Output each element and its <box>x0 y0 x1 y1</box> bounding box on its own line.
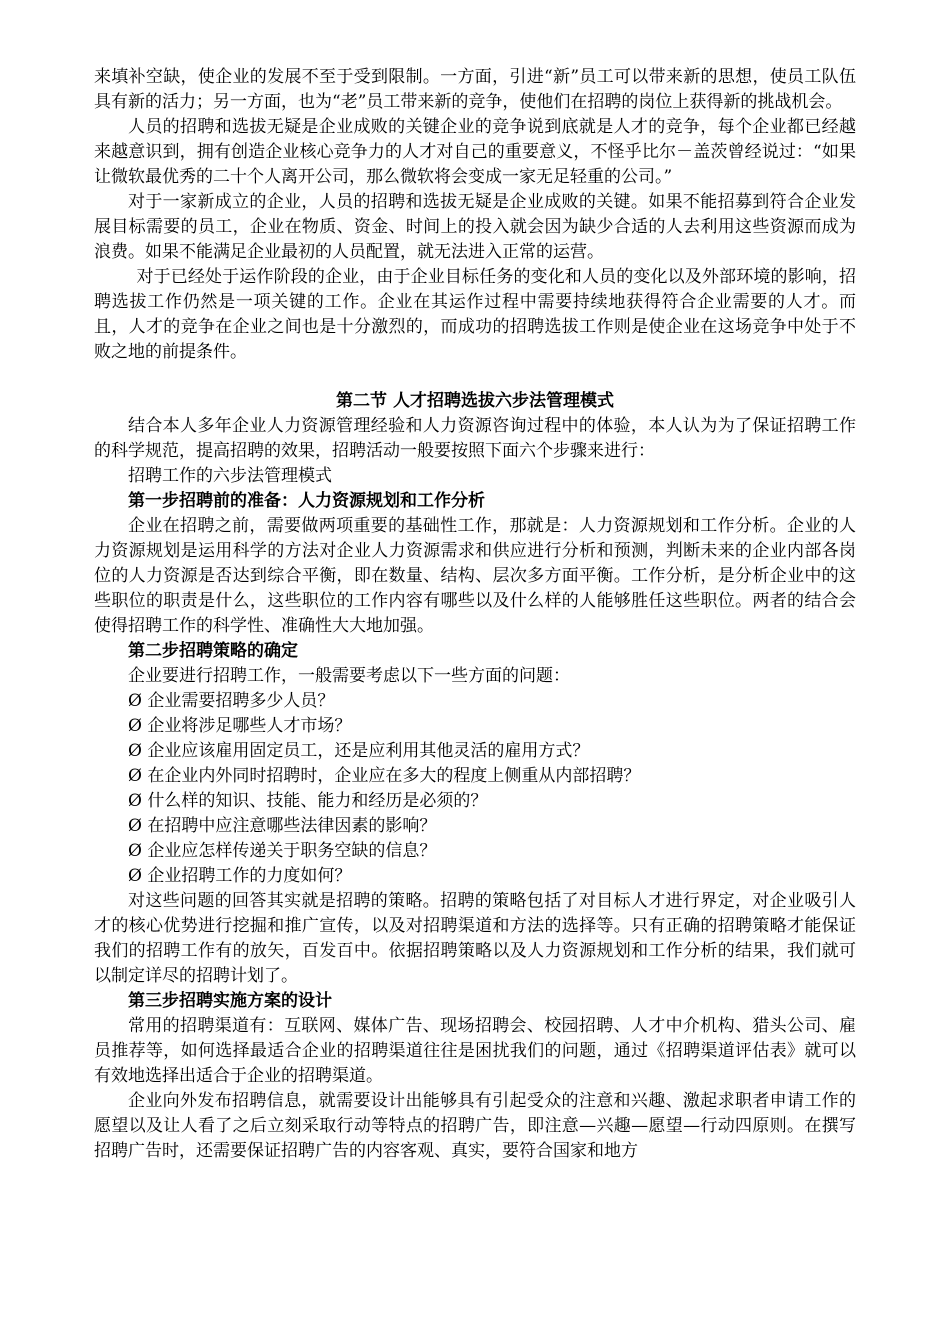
question-item: Ø 企业应怎样传递关于职务空缺的信息？ <box>128 841 437 861</box>
question-item: Ø 企业将涉足哪些人才市场？ <box>128 716 352 736</box>
document-body <box>94 65 856 1164</box>
question-item: Ø 在企业内外同时招聘时，企业应在多大的程度上侧重从内部招聘？ <box>128 766 641 786</box>
step3-text-channels: 常用的招聘渠道有：互联网、媒体广告、现场招聘会、校园招聘、人才中介机构、猎头公司、雇员推荐等，如何选择最适合企业的招聘渠道往往是困扰我们的问题，通过《招聘渠道评估表》就可以有效地选择出适合于企业的招聘渠道。 <box>94 1016 856 1086</box>
step1-text: 企业在招聘之前，需要做两项重要的基础性工作，那就是：人力资源规划和工作分析。企业的人力资源规划是运用科学的方法对企业人力资源需求和供应进行分析和预测，判断未来的企业内部各岗位的人力资源是否达到综合平衡，即在数量、结构、层次多方面平衡。工作分析，是分析企业中的这些职位的职责是什么，这些职位的工作内容有哪些以及什么样的人能够胜任这些职位。两者的结合会使得招聘工作的科学性、准确性大大地加强。 <box>94 516 856 636</box>
step2-title: 第二步招聘策略的确定 <box>128 641 298 661</box>
section-title: 第二节 人才招聘选拔六步法管理模式 <box>336 391 614 411</box>
step2-intro: 企业要进行招聘工作，一般需要考虑以下一些方面的问题： <box>128 666 570 686</box>
step2-text: 对这些问题的回答其实就是招聘的策略。招聘的策略包括了对目标人才进行界定，对企业吸引人才的核心优势进行挖掘和推广宣传，以及对招聘渠道和方法的选择等。只有正确的招聘策略才能保证我们的招聘工作有的放矢，百发百中。依据招聘策略以及人力资源规划和工作分析的结果，我们就可以制定详尽的招聘计划了。 <box>94 891 856 986</box>
question-item: Ø 企业应该雇用固定员工，还是应利用其他灵活的雇用方式？ <box>128 741 590 761</box>
step1-title: 第一步招聘前的准备：人力资源规划和工作分析 <box>128 491 485 511</box>
step3-text-advertising: 企业向外发布招聘信息，就需要设计出能够具有引起受众的注意和兴趣、激起求职者申请工作的愿望以及让人看了之后立刻采取行动等特点的招聘广告，即注意—兴趣—愿望—行动四原则。在撰写招聘广告时，还需要保证招聘广告的内容客观、真实，要符合国家和地方 <box>94 1091 856 1161</box>
question-item: Ø 在招聘中应注意哪些法律因素的影响？ <box>128 816 437 836</box>
question-item: Ø 企业招聘工作的力度如何？ <box>128 866 352 886</box>
paragraph-talent-competition: 人员的招聘和选拔无疑是企业成败的关键企业的竞争说到底就是人才的竞争，每个企业都已经越来越意识到，拥有创造企业核心竞争力的人才对自己的重要意义，不怪乎比尔－盖茨曾经说过：“如果让微软最优秀的二十个人离开公司，那么微软将会变成一家无足轻重的公司。” <box>94 117 856 187</box>
paragraph-new-enterprise: 对于一家新成立的企业，人员的招聘和选拔无疑是企业成败的关键。如果不能招募到符合企业发展目标需要的员工，企业在物质、资金、时间上的投入就会因为缺少合适的人去利用这些资源而成为浪费。如果不能满足企业最初的人员配置，就无法进入正常的运营。 <box>94 192 856 262</box>
paragraph-operating-enterprise: 对于已经处于运作阶段的企业，由于企业目标任务的变化和人员的变化以及外部环境的影响，招聘选拔工作仍然是一项关键的工作。企业在其运作过程中需要持续地获得符合企业需要的人才。而且，人才的竞争在企业之间也是十分激烈的，而成功的招聘选拔工作则是使企业在这场竞争中处于不败之地的前提条件。 <box>94 267 856 362</box>
paragraph-continuation: 来填补空缺，使企业的发展不至于受到限制。一方面，引进“新”员工可以带来新的思想，使员工队伍具有新的活力；另一方面，也为“老”员工带来新的竞争，使他们在招聘的岗位上获得新的挑战机会。 <box>94 67 856 112</box>
model-label: 招聘工作的六步法管理模式 <box>128 466 332 486</box>
question-item: Ø 什么样的知识、技能、能力和经历是必须的？ <box>128 791 488 811</box>
section-intro: 结合本人多年企业人力资源管理经验和人力资源咨询过程中的体验，本人认为为了保证招聘工作的科学规范，提高招聘的效果，招聘活动一般要按照下面六个步骤来进行： <box>94 416 856 461</box>
question-item: Ø 企业需要招聘多少人员？ <box>128 691 335 711</box>
step3-title: 第三步招聘实施方案的设计 <box>128 991 332 1011</box>
